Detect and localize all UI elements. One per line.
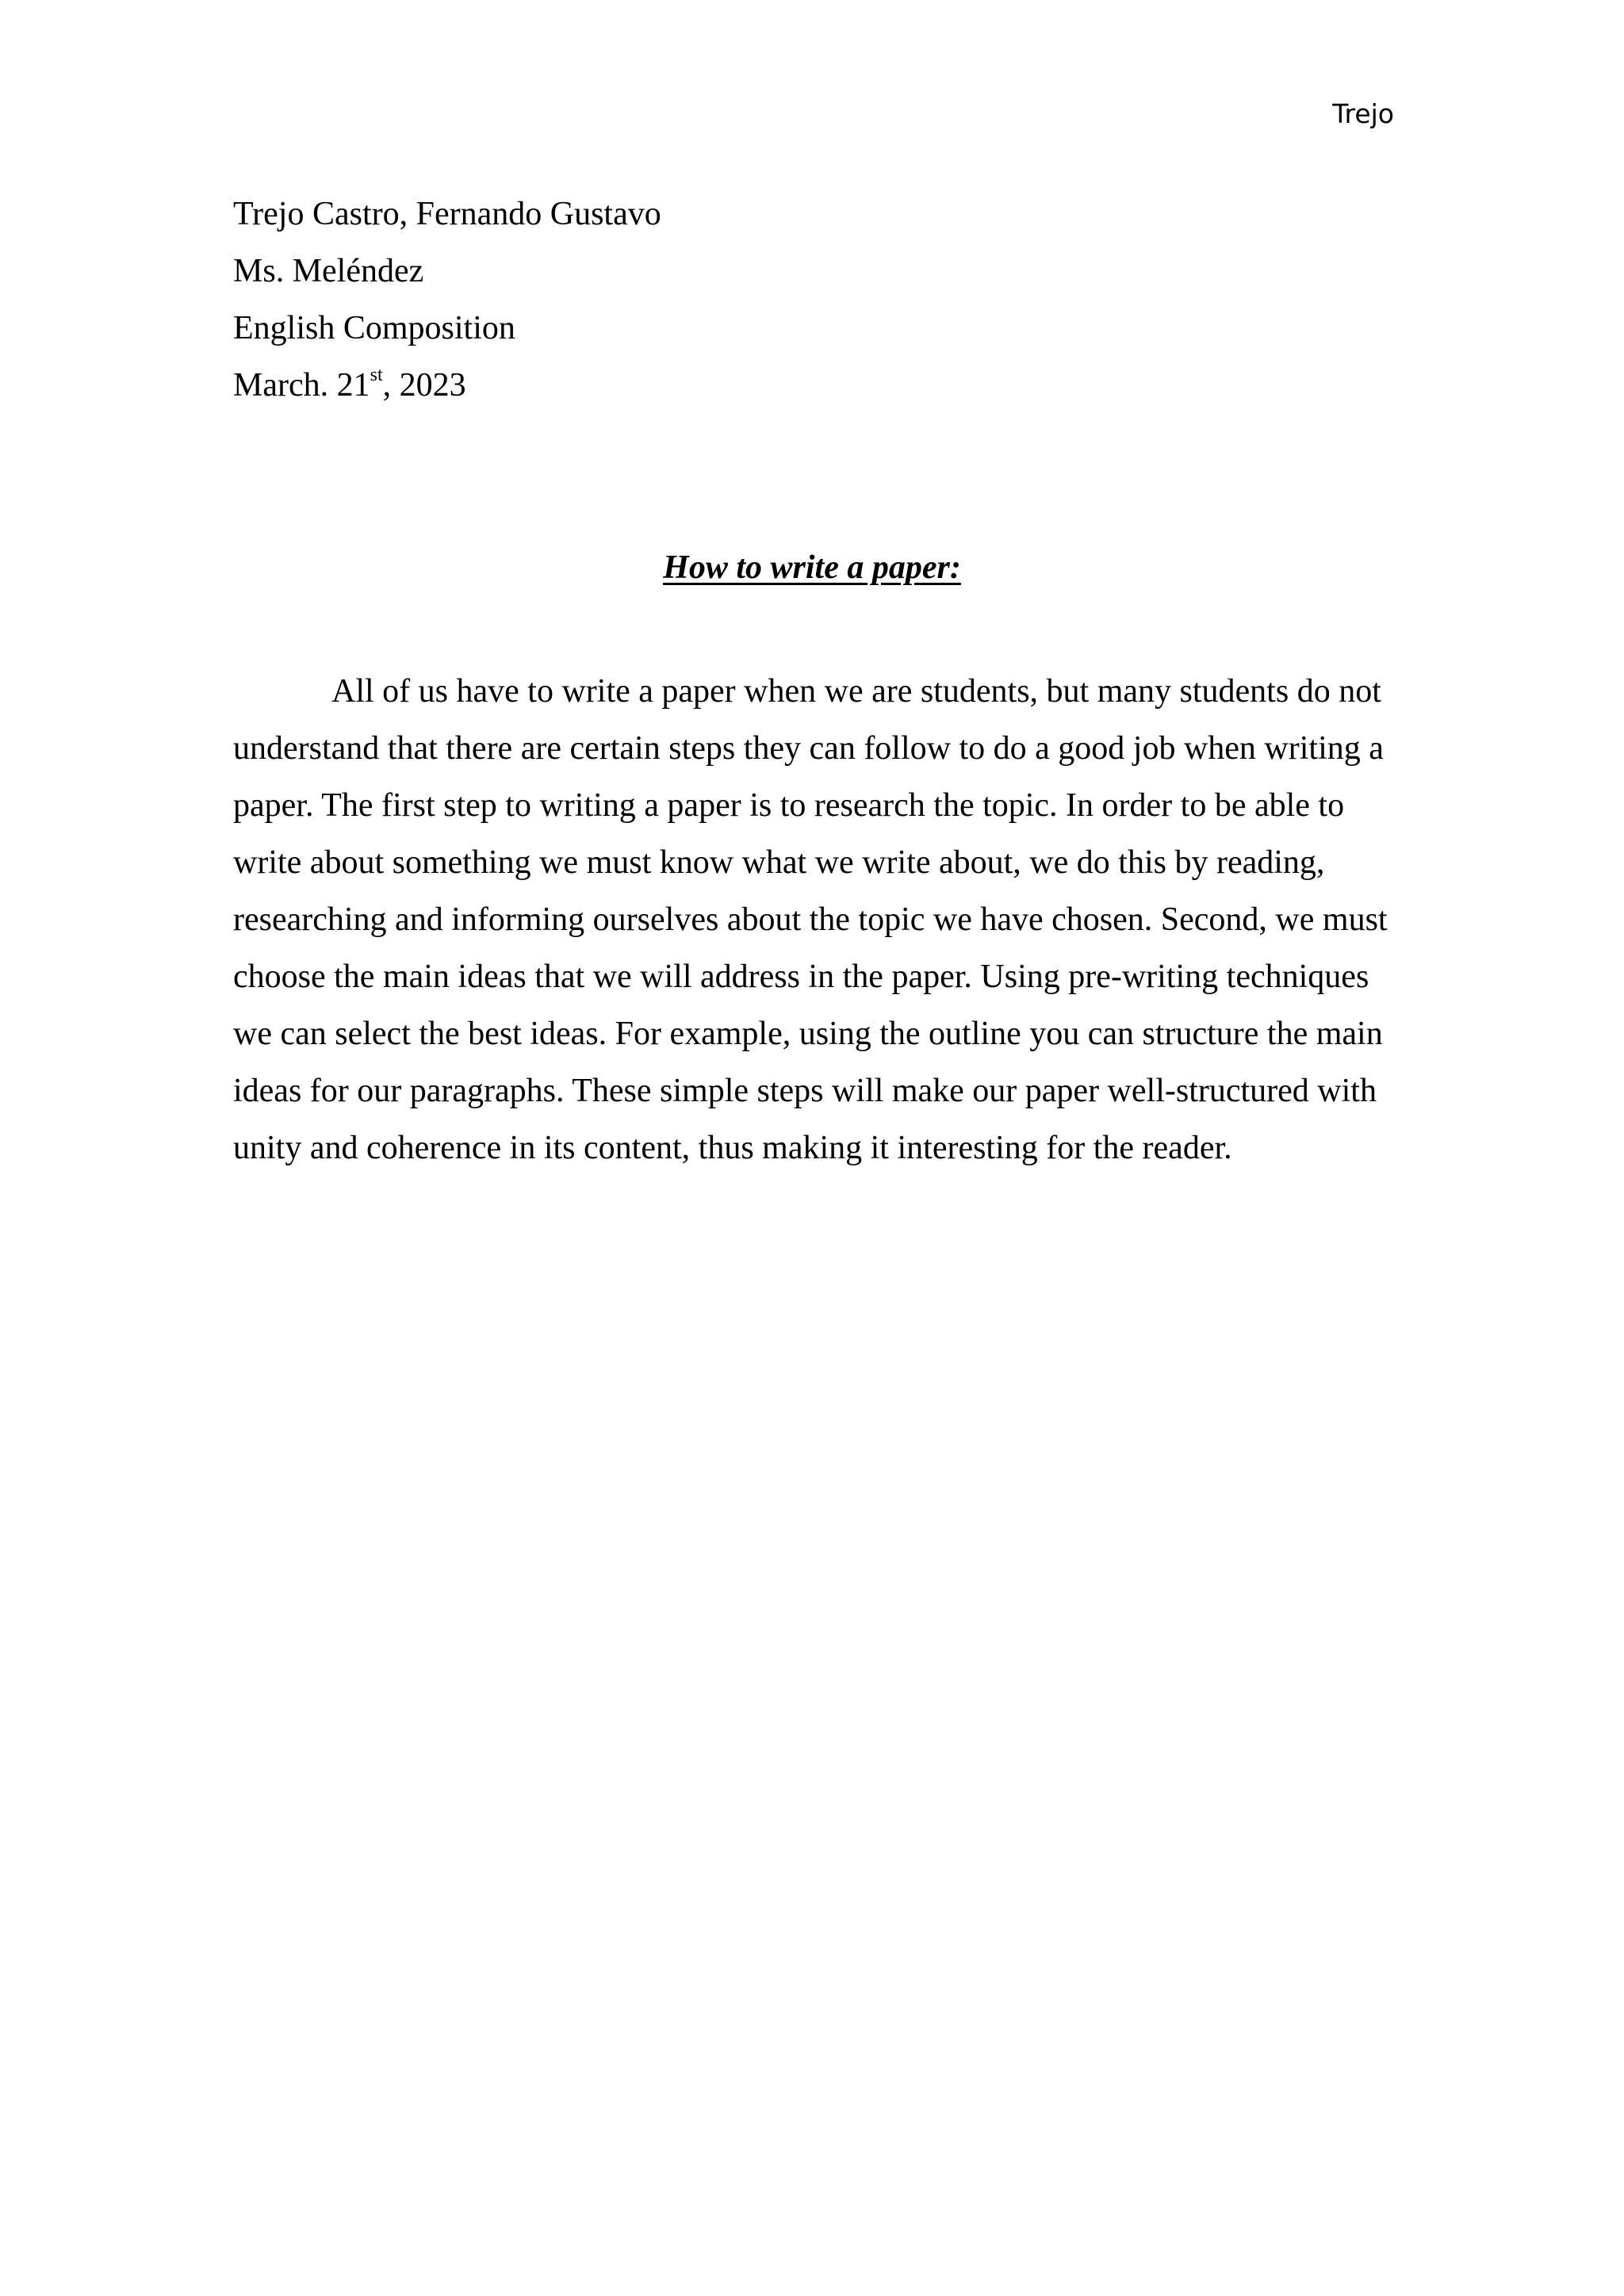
body-paragraph: All of us have to write a paper when we are students, but many students do not understand that there are certain steps they can follow to do a good job when writing a paper. The first step to writing a paper is to research the topic. In order to be able to write about something we must know what we write about, we do this by reading, researching and informing ourselves about the topic we have chosen. Second, we must choose the main ideas that we will address in the paper. Using pre-writing techniques we can select the best ideas. For example, using the outline you can structure the main ideas for our paragraphs. These simple steps will make our paper well-structured with unity and coherence in its content, thus making it interesting for the reader.	[233, 673, 1388, 1166]
date-year: , 2023	[382, 367, 466, 404]
paper-title: How to write a paper:	[663, 549, 961, 586]
date-main: March. 21	[233, 367, 370, 404]
date-ordinal-suffix: st	[370, 365, 383, 385]
student-name: Trejo Castro, Fernando Gustavo	[233, 196, 661, 232]
course-name: English Composition	[233, 310, 515, 346]
date-line	[233, 357, 1391, 414]
running-head: Trejo	[1332, 98, 1394, 129]
instructor-name: Ms. Meléndez	[233, 253, 424, 289]
mla-heading	[233, 186, 1391, 414]
